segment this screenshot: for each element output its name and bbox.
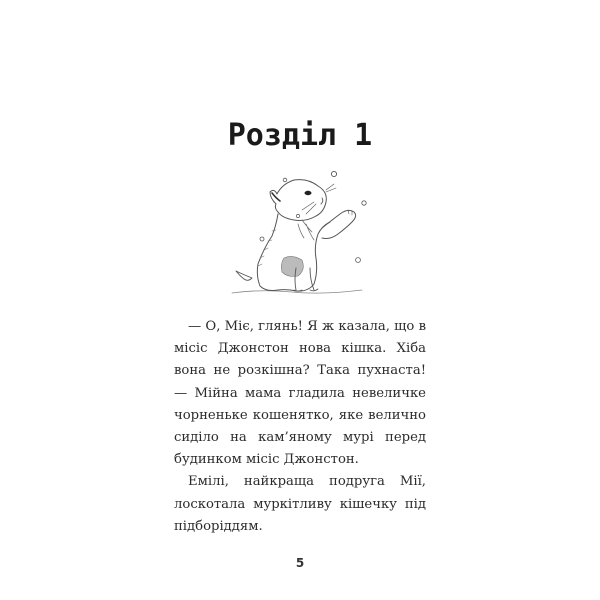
- chapter-body-text: [174, 316, 426, 538]
- page-number: 5: [295, 556, 305, 570]
- paragraph: Емілі, найкраща подруга Мії, лоскотала муркітливу кішечку під підборіддям.: [174, 474, 426, 534]
- paragraph: — О, Міє, глянь! Я ж казала, що в місіс Джонстон нова кішка. Хіба вона не розкішна? Така пухнаста! — Мійна мама гладила невеличке чорненьке кошенятко, яке велично сиділо на кам’яному мурі перед будинком місіс Джонстон.: [174, 319, 426, 468]
- kitten-sketch-icon: [222, 168, 382, 300]
- chapter-title: Розділ 1: [227, 118, 373, 153]
